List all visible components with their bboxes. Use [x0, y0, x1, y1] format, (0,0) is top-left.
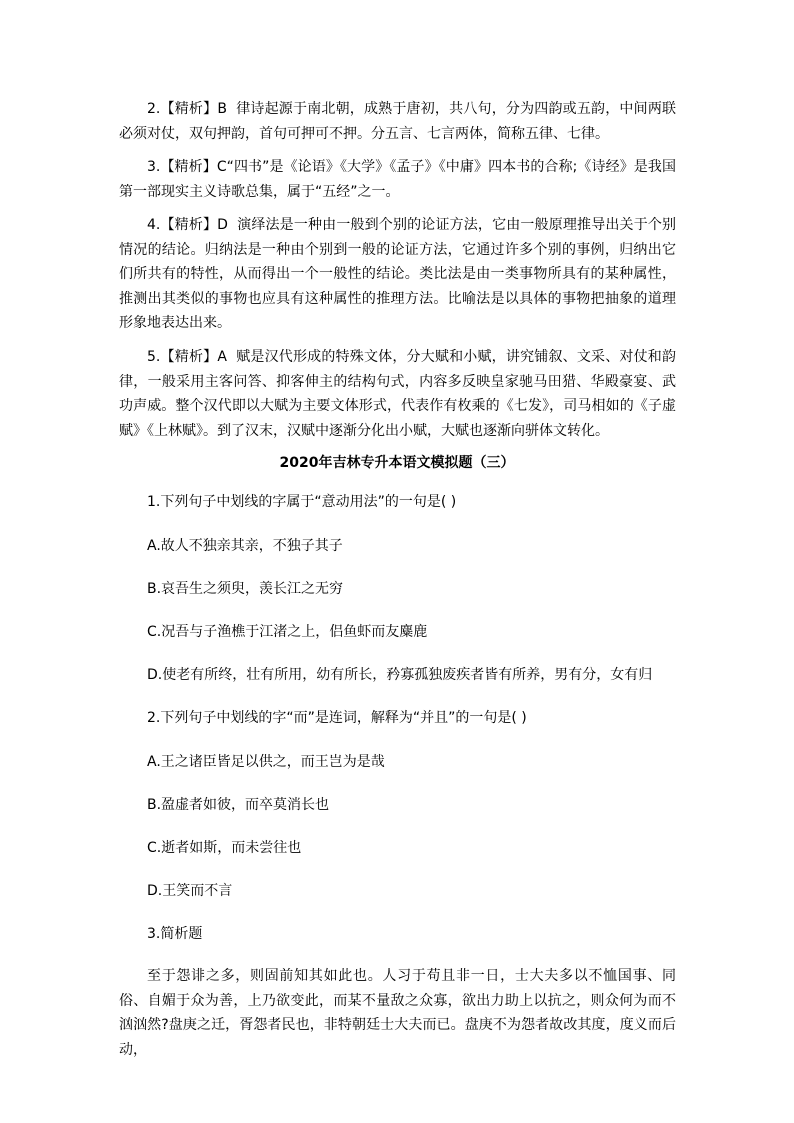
question-3-stem: 3.简析题	[147, 926, 203, 942]
answer-tag: 【精析】	[160, 349, 218, 365]
answer-letter: C	[216, 159, 227, 175]
answer-letter: B	[217, 101, 227, 117]
question-2-option-a: A.王之诸臣皆足以供之，而王岂为是哉	[147, 754, 385, 770]
answer-5	[119, 345, 676, 443]
question-1-option-d: D.使老有所终，壮有所用，幼有所长，矜寡孤独废疾者皆有所养，男有分，女有归	[147, 667, 653, 683]
question-1-stem: 1.下列句子中划线的字属于“意动用法”的一句是( )	[147, 494, 457, 510]
answer-3	[119, 155, 676, 204]
answer-number: 5.	[147, 349, 161, 365]
answer-number: 4.	[147, 217, 161, 233]
answer-text: 演绎法是一种由一般到个别的论证方法，它由一般原理推导出关于个别情况的结论。归纳法是一种由个别到一般的论证方法，它通过许多个别的事例，归纳出它们所共有的特性，从而得出一个一般性的结论。类比法是由一类事物所具有的某种属性，推测出其类似的事物也应具有这种属性的推理方法。比喻法是以具体的事物把抽象的道理形象地表达出来。	[119, 217, 677, 331]
question-1-option-a: A.故人不独亲其亲，不独子其子	[147, 538, 343, 554]
question-2-stem: 2.下列句子中划线的字“而”是连词，解释为“并且”的一句是( )	[147, 710, 527, 726]
answer-number: 3.	[147, 159, 161, 175]
question-3-passage: 至于怨诽之多，则固前知其如此也。人习于苟且非一日，士大夫多以不恤国事、同俗、自媚于众为善，上乃欲变此，而某不量敌之众寡，欲出力助上以抗之，则众何为而不汹汹然?盘庚之迁，胥怨者民也，非特朝廷士大夫而已。盘庚不为怨者故改其度，度义而后动，	[119, 968, 676, 1058]
answer-letter: D	[217, 217, 228, 233]
answer-tag: 【精析】	[160, 217, 218, 233]
answer-4	[119, 213, 676, 336]
answer-2	[119, 97, 676, 146]
question-1-option-b: B.哀吾生之须臾，羡长江之无穷	[147, 581, 344, 597]
question-1-option-c: C.况吾与子渔樵于江渚之上，侣鱼虾而友麋鹿	[147, 624, 428, 640]
answer-tag: 【精析】	[160, 159, 217, 175]
question-2-option-d: D.王笑而不言	[147, 883, 233, 899]
question-2-option-c: C.逝者如斯，而未尝往也	[147, 840, 302, 856]
question-2-option-b: B.盈虚者如彼，而卒莫消长也	[147, 797, 330, 813]
answer-letter: A	[217, 349, 227, 365]
answer-text: 律诗起源于南北朝，成熟于唐初，共八句，分为四韵或五韵，中间两联必须对仗，双句押韵，首句可押可不押。分五言、七言两体，简称五律、七律。	[119, 101, 677, 142]
answer-text: 赋是汉代形成的特殊文体，分大赋和小赋，讲究铺叙、文采、对仗和韵律，一般采用主客问答、抑客伸主的结构句式，内容多反映皇家驰马田猎、华殿豪宴、武功声威。整个汉代即以大赋为主要文体形式，代表作有枚乘的《七发》，司马相如的《子虚赋》《上林赋》。到了汉末，汉赋中逐渐分化出小赋，大赋也逐渐向骈体文转化。	[119, 349, 677, 439]
section-title: 2020年吉林专升本语文模拟题（三）	[279, 455, 515, 471]
answer-text: “四书”是《论语》《大学》《孟子》《中庸》四本书的合称;《诗经》是我国第一部现实主义诗歌总集，属于“五经”之一。	[119, 159, 676, 200]
answer-tag: 【精析】	[160, 101, 218, 117]
answer-number: 2.	[147, 101, 161, 117]
